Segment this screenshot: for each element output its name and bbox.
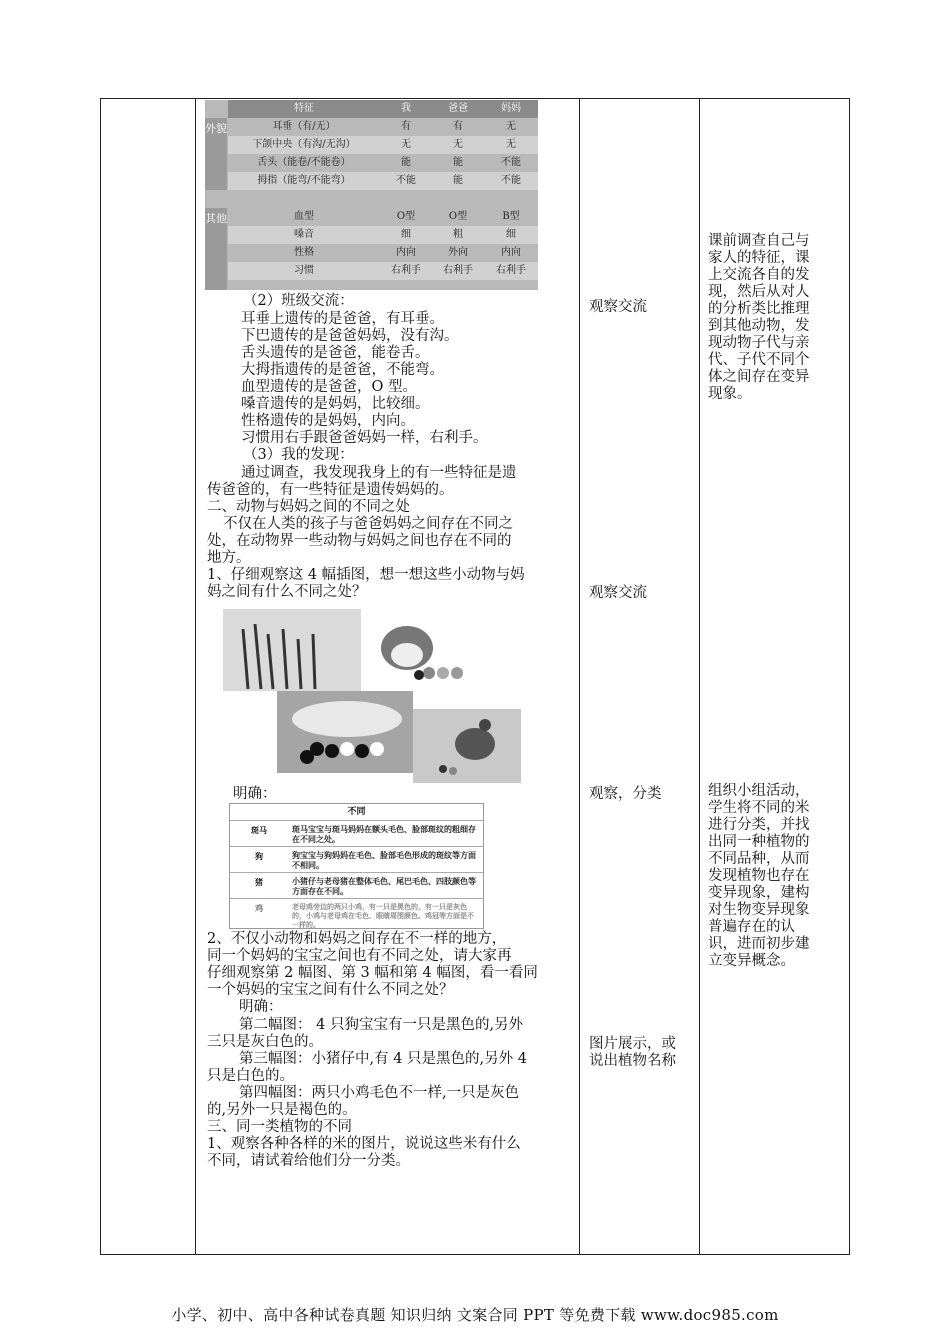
text-line: 现象。 — [708, 386, 752, 402]
text-line: 第四幅图：两只小鸡毛色不一样,一只是灰色 — [239, 1085, 520, 1101]
group-label-other: 其他 — [205, 208, 227, 290]
text-line: 的分析类比推理 — [708, 301, 810, 317]
table-row — [228, 154, 538, 172]
section-heading: 三、同一类植物的不同 — [207, 1119, 352, 1135]
text-line: 上交流各自的发 — [708, 267, 810, 283]
column-divider — [699, 99, 700, 1254]
cell: 舌头（能卷/不能卷） — [257, 157, 351, 168]
text-line: （2）班级交流： — [243, 293, 354, 309]
column-divider — [579, 99, 580, 1254]
chicken-icon — [413, 709, 521, 783]
cell: 外向 — [448, 247, 468, 258]
text-line: 立变异概念。 — [708, 953, 795, 969]
cell: 有 — [453, 121, 463, 132]
table-row — [228, 262, 538, 280]
text-line: 不同品种，从而 — [708, 851, 810, 867]
cell: 有 — [401, 121, 411, 132]
text-line: 习惯用右手跟爸爸妈妈一样，右利手。 — [241, 430, 488, 446]
zebra-picture — [223, 609, 361, 691]
student-activity: 观察交流 — [589, 585, 647, 601]
cell: B型 — [502, 211, 520, 222]
table-row — [228, 172, 538, 190]
table-row — [228, 244, 538, 262]
text-line: 变异现象，建构 — [708, 885, 810, 901]
cell: 右利手 — [496, 265, 526, 276]
text-line: 现动物子代与亲 — [708, 335, 810, 351]
animal-name: 猪 — [255, 877, 263, 887]
text-line: 识，进而初步建 — [708, 936, 810, 952]
feature-survey-table — [205, 100, 538, 290]
text-line: 三只是灰白色的。 — [207, 1034, 323, 1050]
dog-picture — [369, 613, 481, 683]
text-line: 第二幅图： 4 只狗宝宝有一只是黑色的,另外 — [239, 1017, 524, 1033]
cell: 右利手 — [391, 265, 421, 276]
table-header — [228, 100, 538, 118]
cell: 下颌中央（有沟/无沟） — [252, 139, 356, 150]
text-line: 到其他动物，发 — [708, 318, 810, 334]
column-divider — [195, 99, 196, 1254]
text-line: 家人的特征，课 — [708, 250, 810, 266]
table-row — [230, 872, 483, 899]
text-line: 现，然后从对人 — [708, 284, 810, 300]
text-line: 大拇指遗传的是爸爸，不能弯。 — [241, 362, 444, 378]
text-line: 耳垂上遗传的是爸爸，有耳垂。 — [241, 311, 444, 327]
text-line: 妈之间有什么不同之处？ — [207, 584, 367, 600]
cell: 能 — [453, 157, 463, 168]
cell: 无 — [453, 139, 463, 150]
difference-text: 斑马宝宝与斑马妈妈在额头毛色、脸部斑纹的粗细存在不同之处。 — [292, 824, 476, 844]
animal-name: 斑马 — [251, 825, 267, 835]
text-line: 出同一种植物的 — [708, 834, 810, 850]
text-line: 1、观察各种各样的米的图片，说说这些米有什么 — [207, 1136, 521, 1152]
table-row — [230, 898, 483, 929]
text-line: 传爸爸的，有一些特征是遗传妈妈的。 — [207, 482, 454, 498]
student-activity: 说出植物名称 — [589, 1053, 676, 1069]
cell: 耳垂（有/无） — [272, 121, 336, 132]
lesson-table — [100, 98, 850, 1255]
text-line: 学生将不同的米 — [708, 800, 810, 816]
cell: 习惯 — [294, 265, 314, 276]
animal-name: 鸡 — [255, 903, 263, 913]
difference-text: 老母鸡旁边的两只小鸡，有一只是黑色的，有一只是灰色的，小鸡与老母鸡在毛色、眼睛周围颜色、鸡冠等方面是不一样的。 — [292, 902, 474, 929]
table-row — [228, 136, 538, 154]
cell: 无 — [506, 121, 516, 132]
section-heading: 二、动物与妈妈之间的不同之处 — [207, 499, 410, 515]
header-cell: 爸爸 — [448, 103, 468, 114]
text-line: 通过调查，我发现我身上的有一些特征是遗 — [241, 465, 517, 481]
cell: 内向 — [396, 247, 416, 258]
text-line: 代、子代不同个 — [708, 352, 810, 368]
cell: 拇指（能弯/不能弯） — [257, 175, 351, 186]
cell: 不能 — [501, 157, 521, 168]
text-line: 1、仔细观察这 4 幅插图，想一想这些小动物与妈 — [207, 567, 525, 583]
text-line: 第三幅图：小猪仔中,有 4 只是黑色的,另外 4 — [239, 1051, 527, 1067]
text-line: 组织小组活动， — [708, 783, 810, 799]
text-line: 性格遗传的是妈妈，内向。 — [241, 413, 415, 429]
text-line: 地方。 — [207, 550, 251, 566]
cell: 细 — [506, 229, 516, 240]
text-line: 血型遗传的是爸爸，O 型。 — [241, 379, 417, 395]
cell: 不能 — [396, 175, 416, 186]
table-row — [228, 226, 538, 244]
text-line: 2、不仅小动物和妈妈之间存在不一样的地方， — [207, 931, 507, 947]
text-line: 嗓音遗传的是妈妈，比较细。 — [241, 396, 430, 412]
text-line: 舌头遗传的是爸爸，能卷舌。 — [241, 345, 430, 361]
difference-text: 小猪仔与老母猪在整体毛色、尾巴毛色、四肢颜色等方面存在不同。 — [292, 876, 476, 896]
cell: 内向 — [501, 247, 521, 258]
pig-icon — [277, 691, 413, 773]
text-line: 明确： — [239, 999, 283, 1015]
student-activity: 观察交流 — [589, 299, 647, 315]
page-footer: 小学、初中、高中各种试卷真题 知识归纳 文案合同 PPT 等免费下载 www.doc985.com — [171, 1306, 779, 1324]
text-line: 课前调查自己与 — [708, 233, 810, 249]
text-line: （3）我的发现： — [243, 447, 354, 463]
design-intent-1 — [708, 233, 828, 403]
text-line: 不仅在人类的孩子与爸爸妈妈之间存在不同之 — [223, 516, 513, 532]
cell: 血型 — [294, 211, 314, 222]
text-line: 的,另外一只是褐色的。 — [207, 1102, 357, 1118]
text-line: 一个妈妈的宝宝之间有什么不同之处？ — [207, 982, 454, 998]
table-row — [230, 820, 483, 847]
cell: O型 — [396, 211, 416, 222]
text-line: 仔细观察第 2 幅图、第 3 幅和第 4 幅图，看一看同 — [207, 965, 538, 981]
text-line: 对生物变异现象 — [708, 902, 810, 918]
header-cell: 妈妈 — [501, 103, 521, 114]
chicken-picture — [413, 709, 521, 783]
table-row — [230, 846, 483, 873]
cell: 无 — [401, 139, 411, 150]
cell: 右利手 — [443, 265, 473, 276]
text-line: 进行分类，并找 — [708, 817, 810, 833]
text-line: 发现植物也存在 — [708, 868, 810, 884]
design-intent-2 — [708, 783, 828, 970]
table-header: 不同 — [347, 807, 366, 817]
cell: 不能 — [501, 175, 521, 186]
header-cell: 我 — [401, 103, 411, 114]
difference-text: 狗宝宝与狗妈妈在毛色、脸部毛色形成的斑纹等方面不相同。 — [292, 850, 476, 870]
table-row — [228, 118, 538, 136]
cell: 细 — [401, 229, 411, 240]
cell: 能 — [453, 175, 463, 186]
text-line: 不同，请试着给他们分一分类。 — [207, 1153, 410, 1169]
cell: O型 — [448, 211, 468, 222]
pig-picture — [277, 691, 413, 773]
text-line: 处，在动物界一些动物与妈妈之间也存在不同的 — [207, 533, 512, 549]
animal-name: 狗 — [255, 851, 263, 861]
text-line: 普遍存在的认 — [708, 919, 795, 935]
student-activity: 图片展示，或 — [589, 1036, 676, 1052]
text-line: 只是白色的。 — [207, 1068, 294, 1084]
text-line: 同一个妈妈的宝宝之间也有不同之处，请大家再 — [207, 948, 512, 964]
text-line: 下巴遗传的是爸爸妈妈，没有沟。 — [241, 328, 459, 344]
table-row — [228, 208, 538, 226]
group-label-appearance: 外貌 — [205, 118, 227, 190]
text-line: 体之间存在变异 — [708, 369, 810, 385]
difference-table — [229, 803, 484, 929]
clarify-label: 明确： — [233, 786, 277, 802]
dog-icon — [369, 613, 481, 683]
zebra-icon — [223, 609, 361, 691]
student-activity: 观察，分类 — [589, 786, 662, 802]
cell: 能 — [401, 157, 411, 168]
cell: 性格 — [294, 247, 314, 258]
header-cell: 特征 — [294, 103, 314, 114]
cell: 嗓音 — [294, 229, 314, 240]
cell: 粗 — [453, 229, 463, 240]
cell: 无 — [506, 139, 516, 150]
